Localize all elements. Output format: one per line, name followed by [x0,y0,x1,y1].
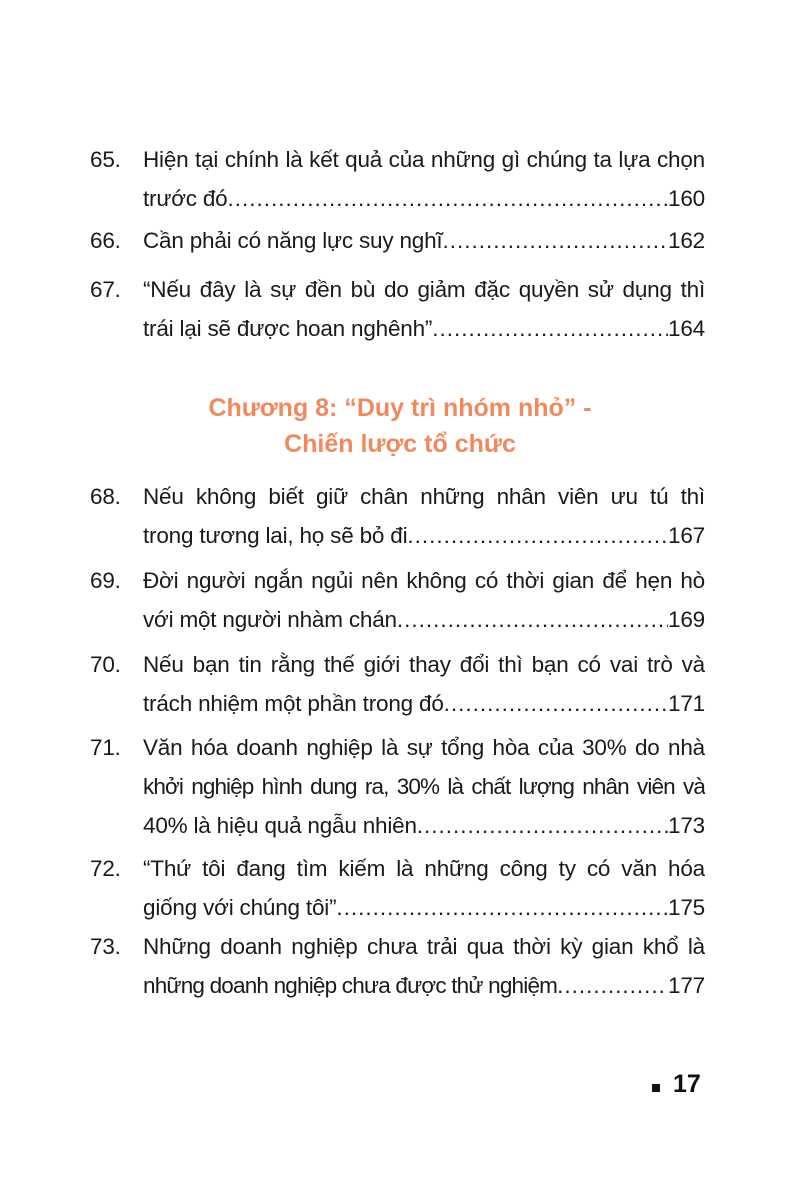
dot-leader [444,684,668,723]
entry-number: 73. [90,934,121,959]
entry-number: 71. [90,735,121,760]
entry-title-line: giống với chúng tôi” [143,895,337,920]
dot-leader [336,888,668,927]
entry-page-number: 171 [668,691,705,716]
dot-leader [417,806,668,845]
entry-page-number: 160 [668,186,705,211]
dot-leader [432,309,668,348]
entry-title-line: 40% là hiệu quả ngẫu nhiên [143,813,417,838]
entry-title-line: Văn hóa doanh nghiệp là sự tổng hòa của 30% do nhà [143,735,705,760]
entry-title-line: trước đó [143,186,228,211]
entry-page-number: 177 [668,973,705,998]
chapter-heading [0,390,800,462]
dot-leader [397,600,668,639]
entry-title-line: “Nếu đây là sự đền bù do giảm đặc quyền sử dụng thì [143,277,705,302]
entry-title-line: Nếu bạn tin rằng thế giới thay đổi thì bạn có vai trò và [143,652,705,677]
entry-title-line: những doanh nghiệp chưa được thử nghiệm [143,973,558,998]
entry-title-line: với một người nhàm chán [143,607,397,632]
square-bullet-icon [652,1084,660,1092]
dot-leader [442,221,668,260]
toc-entry-73 [90,927,705,1005]
toc-entry-69 [90,561,705,639]
toc-entry-72 [90,849,705,927]
toc-entry-71 [90,728,705,845]
entry-title-line: trong tương lai, họ sẽ bỏ đi [143,523,408,548]
entry-title-line: trái lại sẽ được hoan nghênh” [143,316,433,341]
entry-number: 67. [90,277,121,302]
entry-number: 65. [90,147,121,172]
entry-page-number: 164 [668,316,705,341]
entry-page-number: 173 [668,813,705,838]
dot-leader [407,516,668,555]
entry-page-number: 167 [668,523,705,548]
dot-leader [228,179,669,218]
toc-entry-67 [90,270,705,348]
entry-number: 66. [90,228,121,253]
toc-entry-65 [90,140,705,218]
entry-page-number: 169 [668,607,705,632]
entry-number: 70. [90,652,121,677]
entry-title-line: Nếu không biết giữ chân những nhân viên ưu tú thì [143,484,705,509]
chapter-heading-line1: Chương 8: “Duy trì nhóm nhỏ” - [208,394,592,422]
page-footer [652,1070,701,1099]
entry-number: 69. [90,568,121,593]
entry-title-line: Cần phải có năng lực suy nghĩ [143,228,443,253]
toc-entry-68 [90,477,705,555]
toc-entry-66 [90,221,705,260]
entry-number: 72. [90,856,121,881]
entry-page-number: 175 [668,895,705,920]
entry-number: 68. [90,484,121,509]
entry-title-line: Đời người ngắn ngủi nên không có thời gian để hẹn hò [143,568,705,593]
entry-title-line: “Thứ tôi đang tìm kiếm là những công ty có văn hóa [143,856,705,881]
entry-title-line: Những doanh nghiệp chưa trải qua thời kỳ gian khổ là [143,934,705,959]
entry-page-number: 162 [668,228,705,253]
entry-title-line: Hiện tại chính là kết quả của những gì chúng ta lựa chọn [143,147,705,172]
entry-title-line: khởi nghiệp hình dung ra, 30% là chất lượng nhân viên và [143,774,705,799]
dot-leader [557,966,668,1005]
page-number: 17 [673,1070,701,1098]
chapter-heading-line2: Chiến lược tổ chức [284,430,516,458]
toc-entry-70 [90,645,705,723]
entry-title-line: trách nhiệm một phần trong đó [143,691,444,716]
